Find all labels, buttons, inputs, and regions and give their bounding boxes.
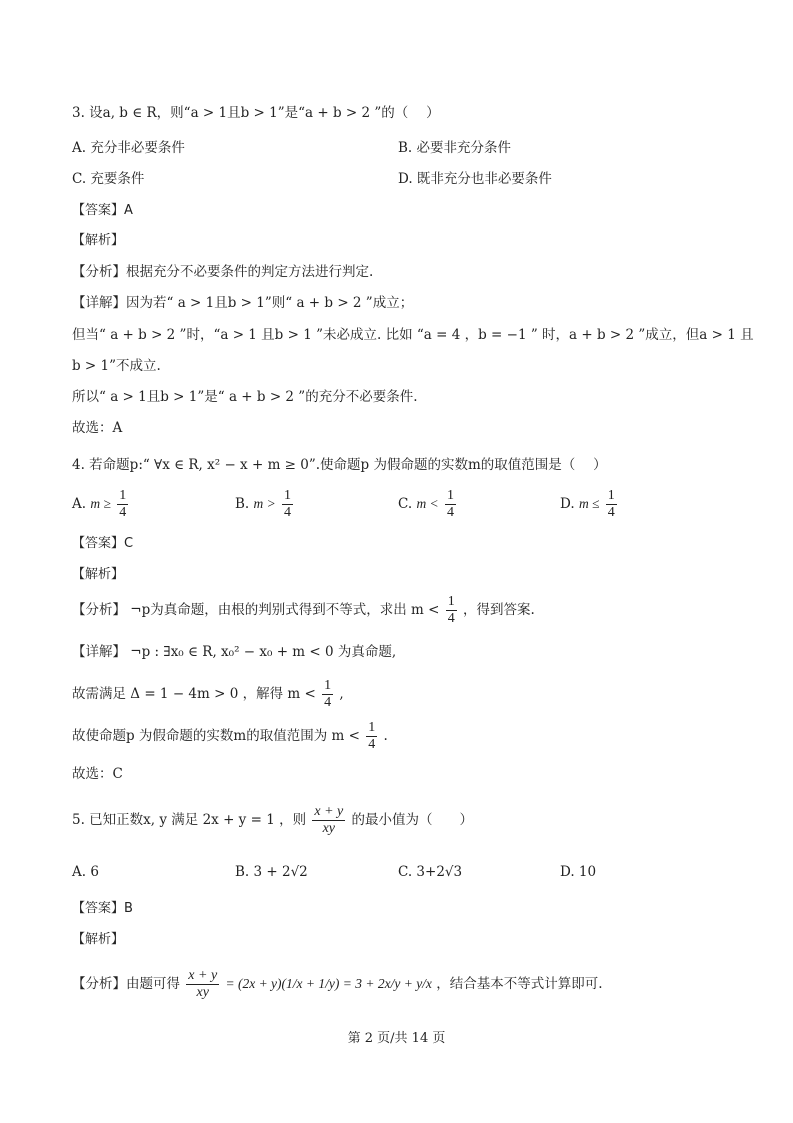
q5-stem-post: 的最小值为（ ）: [351, 812, 474, 828]
q5-option-d: D. 10: [560, 864, 597, 880]
q4-fenxi: [72, 594, 535, 627]
q4-need: [72, 678, 344, 711]
frac-numerator: 1: [284, 488, 292, 503]
q5-fenxi-expression: = (2x + y)(1/x + 1/y) = 3 + 2x/y + y/x: [225, 976, 432, 991]
frac-numerator: x + y: [314, 804, 344, 819]
q4-option-d-rel: m ≤: [578, 496, 600, 511]
frac-numerator: 1: [368, 720, 376, 735]
frac-denominator: 4: [284, 505, 292, 520]
frac-denominator: xy: [196, 985, 209, 1000]
frac-denominator: 4: [447, 611, 455, 626]
q5-fenxi-post: ，结合基本不等式计算即可.: [436, 976, 603, 992]
q4-option-a-rel: m ≥: [90, 496, 111, 511]
q5-stem-text: 5. 已知正数x, y 满足 2x + y = 1 ，则: [72, 812, 307, 828]
frac-denominator: 4: [368, 737, 376, 752]
q3-option-d: D. 既非充分也非必要条件: [398, 171, 552, 187]
frac-denominator: 4: [119, 505, 127, 520]
q4-answer: 【答案】C: [72, 536, 134, 551]
q4-jiexi: 【解析】: [72, 567, 125, 582]
q3-xiangjie-2: 但当“ a + b > 2 ”时，“a > 1 且b > 1 ”未必成立. 比如 “a = 4 ，b = −1 ” 时，a + b > 2 ”成立，但a > 1 且: [72, 327, 754, 343]
q4-option-b-rel: m >: [253, 496, 276, 511]
q4-option-d-label: D.: [560, 496, 575, 512]
q5-option-c: C. 3+2√3: [398, 864, 463, 880]
q4-fenxi-post: ，得到答案.: [463, 602, 535, 618]
q3-option-b: B. 必要非充分条件: [398, 140, 512, 156]
q3-option-c: C. 充要条件: [72, 171, 145, 187]
q3-option-a: A. 充分非必要条件: [72, 140, 185, 156]
q5-fenxi-frac: [186, 968, 219, 1001]
frac-numerator: 1: [447, 594, 455, 609]
q3-xiangjie-1: 【详解】因为若“ a > 1且b > 1”则“ a + b > 2 ”成立；: [72, 295, 414, 311]
q3-fenxi: 【分析】根据充分不必要条件的判定方法进行判定.: [72, 264, 374, 280]
frac-denominator: 4: [446, 505, 454, 520]
q4-guxuan: 故选：C: [72, 766, 123, 782]
q5-jiexi: 【解析】: [72, 932, 125, 947]
frac-numerator: 1: [119, 488, 127, 503]
q3-jiexi: 【解析】: [72, 233, 125, 248]
frac-numerator: 1: [607, 488, 615, 503]
q4-option-b: [235, 488, 295, 521]
q4-range-text: 故使命题p 为假命题的实数m的取值范围为 m <: [72, 728, 360, 744]
q4-option-c-label: C.: [398, 496, 413, 512]
frac-numerator: x + y: [188, 968, 218, 983]
q4-option-d-frac: [606, 488, 617, 521]
q5-fenxi-text: 【分析】由题可得: [72, 976, 180, 992]
q4-need-frac: [322, 678, 333, 711]
q4-fenxi-text: 【分析】 ¬p为真命题，由根的判别式得到不等式，求出 m <: [72, 602, 440, 618]
q4-range-post: .: [383, 728, 388, 744]
q5-stem: [72, 804, 473, 837]
frac-numerator: 1: [324, 678, 332, 693]
q5-option-b: B. 3 + 2√2: [235, 864, 308, 880]
q4-option-c: [398, 488, 458, 521]
q3-answer: 【答案】A: [72, 203, 133, 218]
q4-option-b-frac: [282, 488, 293, 521]
q4-stem: 4. 若命题p:“ ∀x ∈ R, x² − x + m ≥ 0”.使命题p 为假命题的实数m的取值范围是（ ）: [72, 457, 607, 473]
q4-option-a-label: A.: [72, 496, 87, 512]
frac-denominator: 4: [324, 695, 332, 710]
q4-need-post: ,: [339, 686, 344, 702]
q3-guxuan: 故选：A: [72, 420, 123, 436]
q4-option-a: [72, 488, 130, 521]
q4-option-b-label: B.: [235, 496, 250, 512]
q3-xiangjie-3: b > 1”不成立.: [72, 358, 161, 374]
q4-range: [72, 720, 388, 753]
frac-numerator: 1: [446, 488, 454, 503]
q4-option-c-frac: [445, 488, 456, 521]
q5-option-a: A. 6: [72, 864, 99, 880]
q4-option-c-rel: m <: [416, 496, 439, 511]
q4-option-d: [560, 488, 619, 521]
q5-stem-frac: [312, 804, 345, 837]
page-footer: 第 2 页/共 14 页: [347, 1031, 446, 1046]
q5-answer: 【答案】B: [72, 901, 133, 916]
q4-range-frac: [366, 720, 377, 753]
q3-stem: 3. 设a, b ∈ R，则“a > 1且b > 1”是“a + b > 2 ”的（ ）: [72, 105, 440, 121]
q5-fenxi: [72, 968, 603, 1001]
q4-xiangjie: 【详解】 ¬p : ∃x₀ ∈ R, x₀² − x₀ + m < 0 为真命题,: [72, 644, 397, 660]
q4-fenxi-frac: [446, 594, 457, 627]
frac-denominator: xy: [322, 821, 336, 836]
frac-denominator: 4: [607, 505, 615, 520]
q4-need-text: 故需满足 Δ = 1 − 4m > 0 ，解得 m <: [72, 686, 316, 702]
q3-conclusion: 所以“ a > 1且b > 1”是“ a + b > 2 ”的充分不必要条件.: [72, 389, 418, 405]
q4-option-a-frac: [117, 488, 128, 521]
